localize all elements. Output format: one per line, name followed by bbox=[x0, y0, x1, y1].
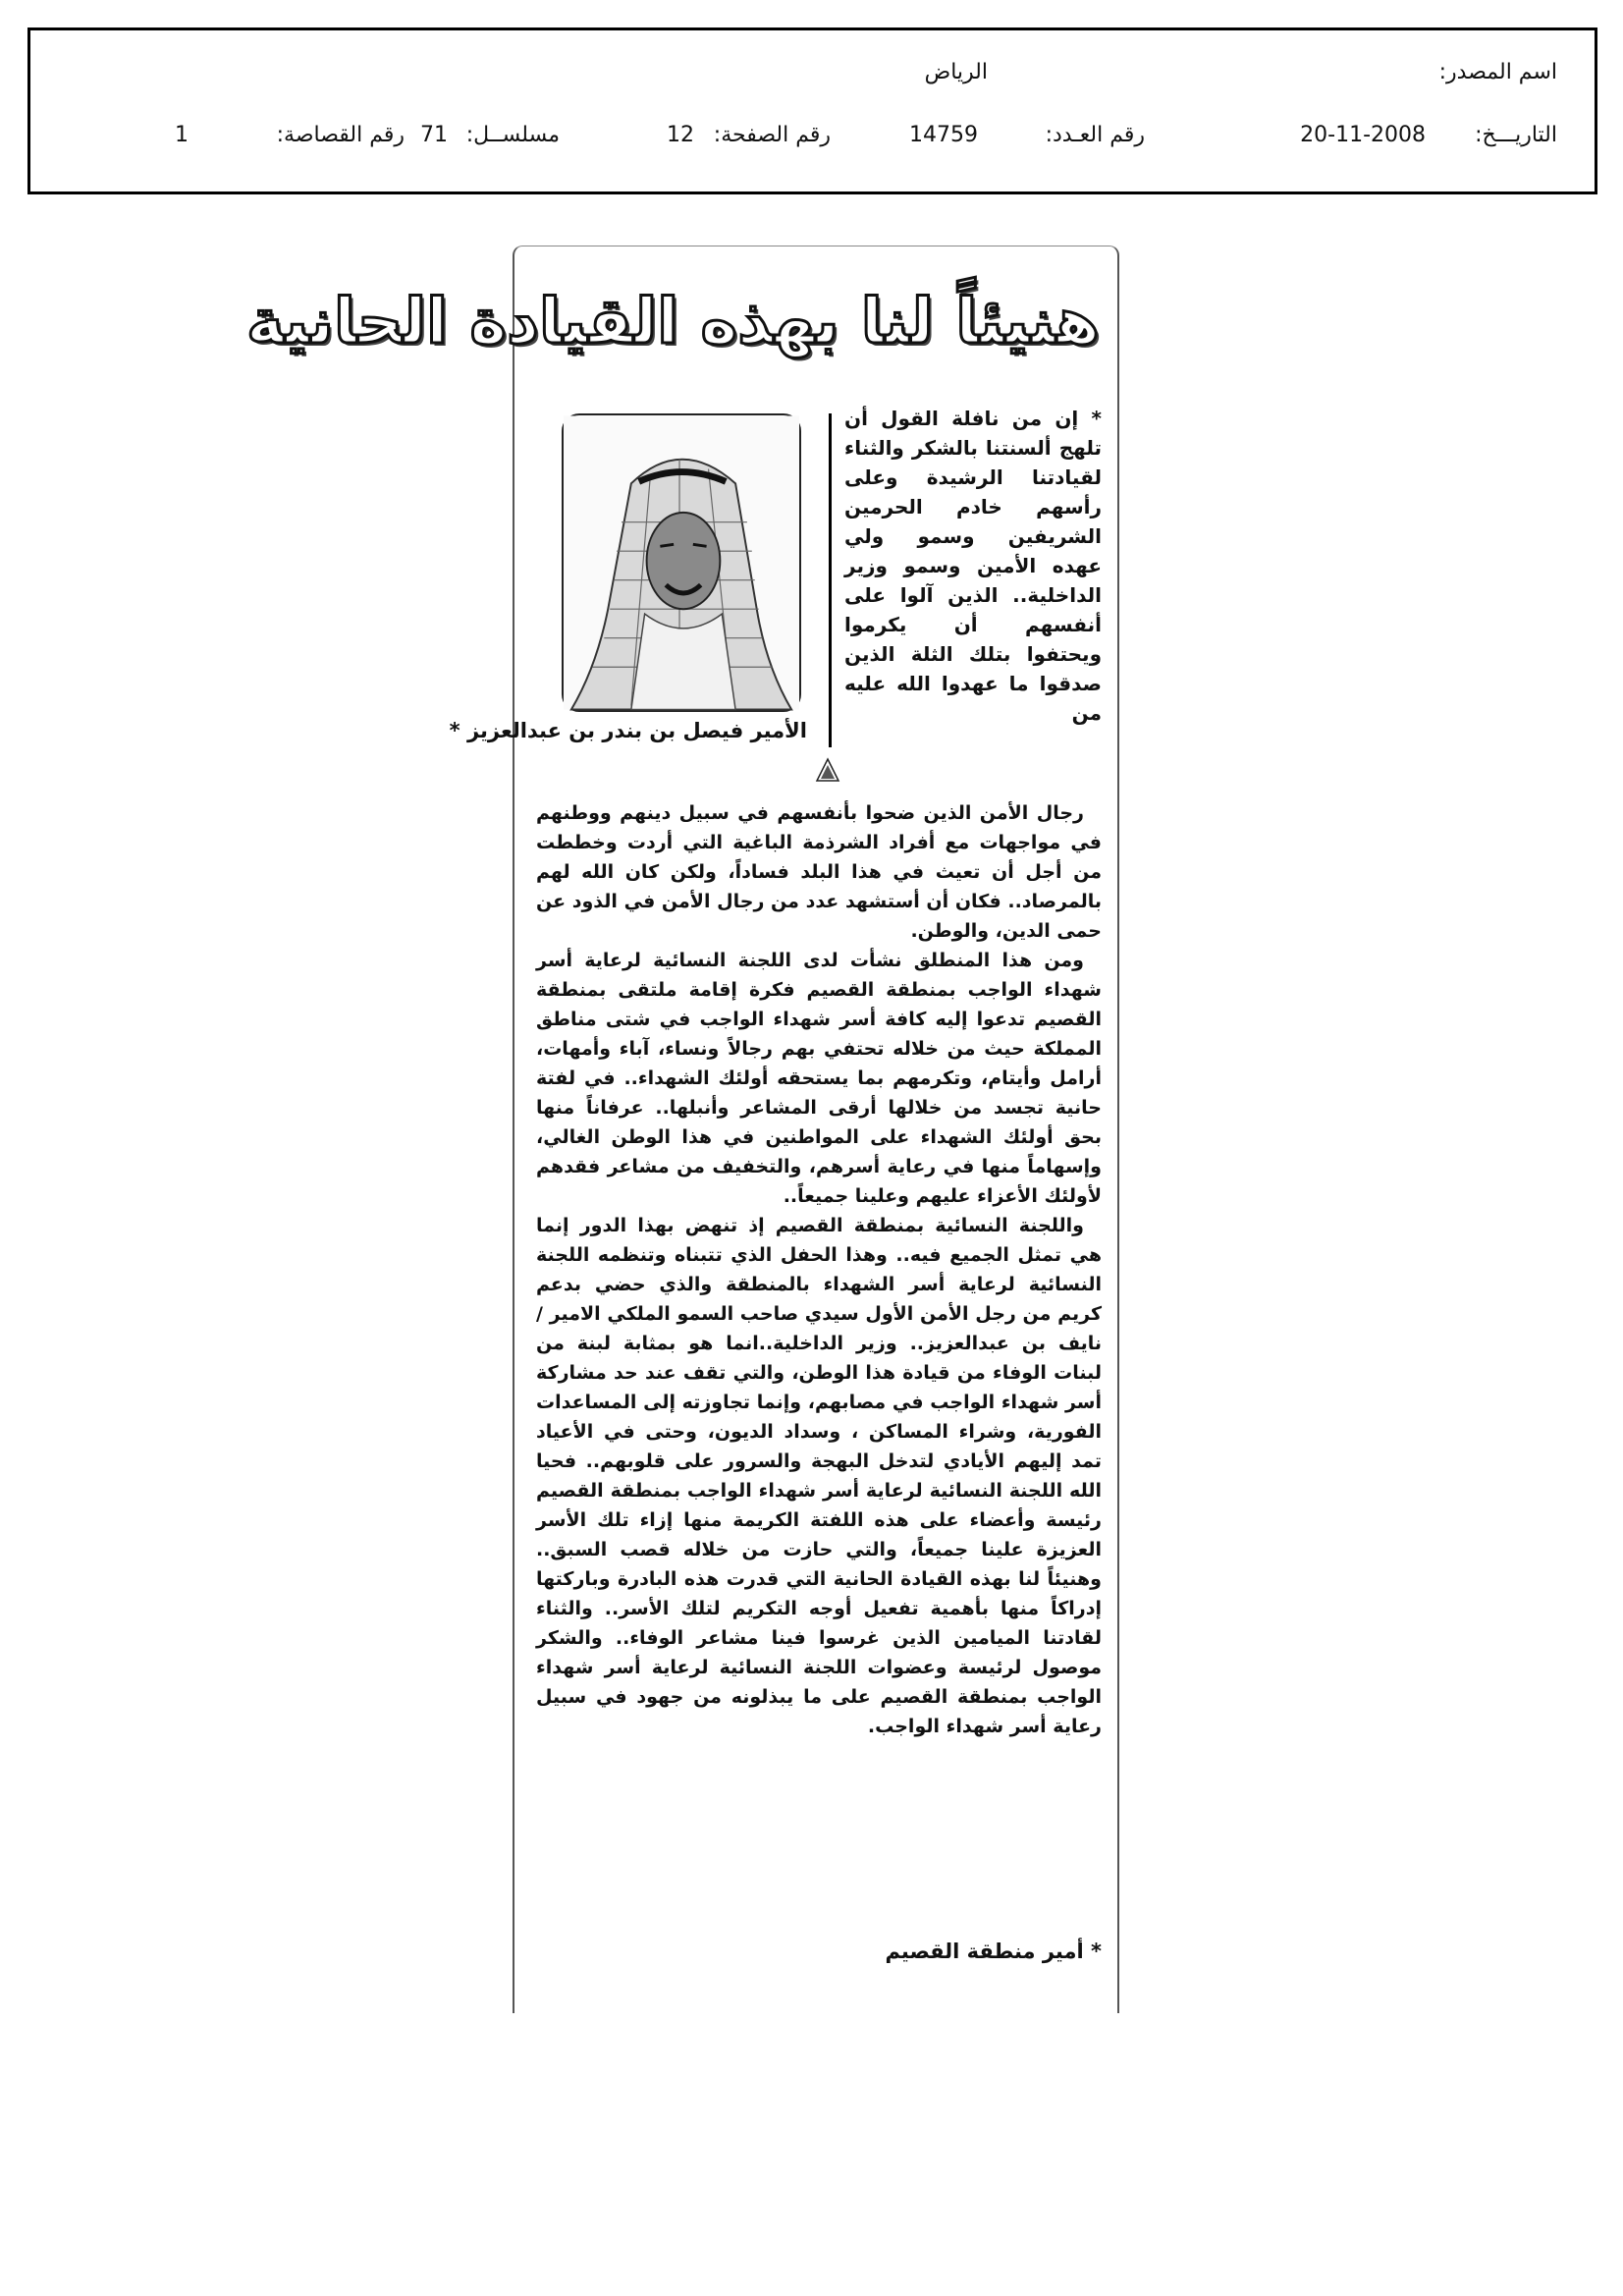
clip-label: رقم القصاصة: bbox=[276, 123, 405, 147]
serial-value: 71 bbox=[420, 123, 448, 147]
portrait-image bbox=[564, 415, 799, 710]
page-value: 12 bbox=[667, 123, 694, 147]
clipping-metadata-box bbox=[27, 27, 1597, 194]
source-label: اسم المصدر: bbox=[1438, 60, 1557, 84]
serial-label: مسلســل: bbox=[465, 123, 560, 147]
newspaper-clipping bbox=[245, 246, 1119, 2013]
column-divider bbox=[829, 413, 832, 747]
author-photo-block bbox=[449, 413, 807, 747]
source-value: الرياض bbox=[924, 60, 988, 84]
pyramid-ornament-icon bbox=[815, 757, 840, 783]
issue-label: رقم العـدد: bbox=[1045, 123, 1145, 147]
article-body bbox=[536, 798, 1102, 1918]
author-photo bbox=[562, 413, 801, 712]
article-signature: * أمير منطقة القصيم bbox=[885, 1940, 1102, 1963]
article-paragraph: رجال الأمن الذين ضحوا بأنفسهم في سبيل دينهم ووطنهم في مواجهات مع أفراد الشرذمة الباغية التي أردت وخططت من أجل أن تعيث في هذا البلد فساداً، ولكن كان الله لهم بالمرصاد.. فكان أن أستشهد عدد من رجال الأمن في الذود عن حمى الدين، والوطن. bbox=[536, 802, 1102, 942]
date-label: التاريـــخ: bbox=[1475, 123, 1557, 147]
article-paragraph: واللجنة النسائية بمنطقة القصيم إذ تنهض بهذا الدور إنما هي تمثل الجميع فيه.. وهذا الحفل الذي تتبناه وتنظمه اللجنة النسائية لرعاية أسر الشهداء بالمنطقة والذي حضي بدعم كريم من رجل الأمن الأول سيدي صاحب السمو الملكي الامير / نايف بن عبدالعزيز.. وزير الداخلية..انما هو بمثابة لبنة من لبنات الوفاء من قيادة هذا الوطن، والتي تقف عند حد مشاركة أسر شهداء الواجب في مصابهم، وإنما تجاوزته إلى المساعدات الفورية، وشراء المساكن ، وسداد الديون، وحتى في الأعياد تمد إليهم الأيادي لتدخل البهجة والسرور على قلوبهم.. فحيا الله اللجنة النسائية لرعاية أسر شهداء الواجب بمنطقة القصيم رئيسة وأعضاء على هذه اللفتة الكريمة منها إزاء تلك الأسر العزيزة علينا جميعاً، والتي حازت من خلاله قصب السبق.. وهنيئاً لنا بهذه القيادة الحانية التي قدرت هذه البادرة وباركتها إدراكاً منها بأهمية تفعيل أوجه التكريم لتلك الأسر.. والثناء لقادتنا الميامين الذين غرسوا فينا مشاعر الوفاء.. والشكر موصول لرئيسة وعضوات اللجنة النسائية لرعاية أسر شهداء الواجب بمنطقة القصيم على ما يبذلونه من جهود في سبيل رعاية أسر شهداء الواجب. bbox=[536, 1215, 1102, 1737]
photo-caption: الأمير فيصل بن بندر بن عبدالعزيز * bbox=[449, 719, 807, 742]
date-value: 20-11-2008 bbox=[1300, 123, 1426, 147]
article-intro: * إن من نافلة القول أن تلهج ألسنتنا بالشكر والثناء لقيادتنا الرشيدة وعلى رأسهم خادم الحرمين الشريفين وسمو ولي عهده الأمين وسمو وزير الداخلية.. الذين آلوا على أنفسهم أن يكرموا ويحتفوا بتلك الثلة الذين صدقوا ما عهدوا الله عليه من bbox=[844, 407, 1102, 725]
page-label: رقم الصفحة: bbox=[713, 123, 831, 147]
article-headline: هنيئاً لنا بهذه القيادة الحانية bbox=[245, 286, 1100, 358]
clip-value: 1 bbox=[175, 123, 189, 147]
issue-value: 14759 bbox=[909, 123, 978, 147]
article-paragraph: ومن هذا المنطلق نشأت لدى اللجنة النسائية لرعاية أسر شهداء الواجب بمنطقة القصيم فكرة إقامة ملتقى بمنطقة القصيم تدعوا إليه كافة أسر شهداء الواجب في شتى مناطق المملكة حيث من خلاله تحتفي بهم رجالاً ونساء، آباء وأمهات، أرامل وأيتام، وتكرمهم بما يستحقه أولئك الشهداء.. في لفتة حانية تجسد من خلالها أرقى المشاعر وأنبلها.. عرفاناً منها بحق أولئك الشهداء على المواطنين في هذا الوطن الغالي، وإسهاماً منها في رعاية أسرهم، والتخفيف من مشاعر فقدهم لأولئك الأعزاء عليهم وعلينا جميعاً.. bbox=[536, 950, 1102, 1207]
